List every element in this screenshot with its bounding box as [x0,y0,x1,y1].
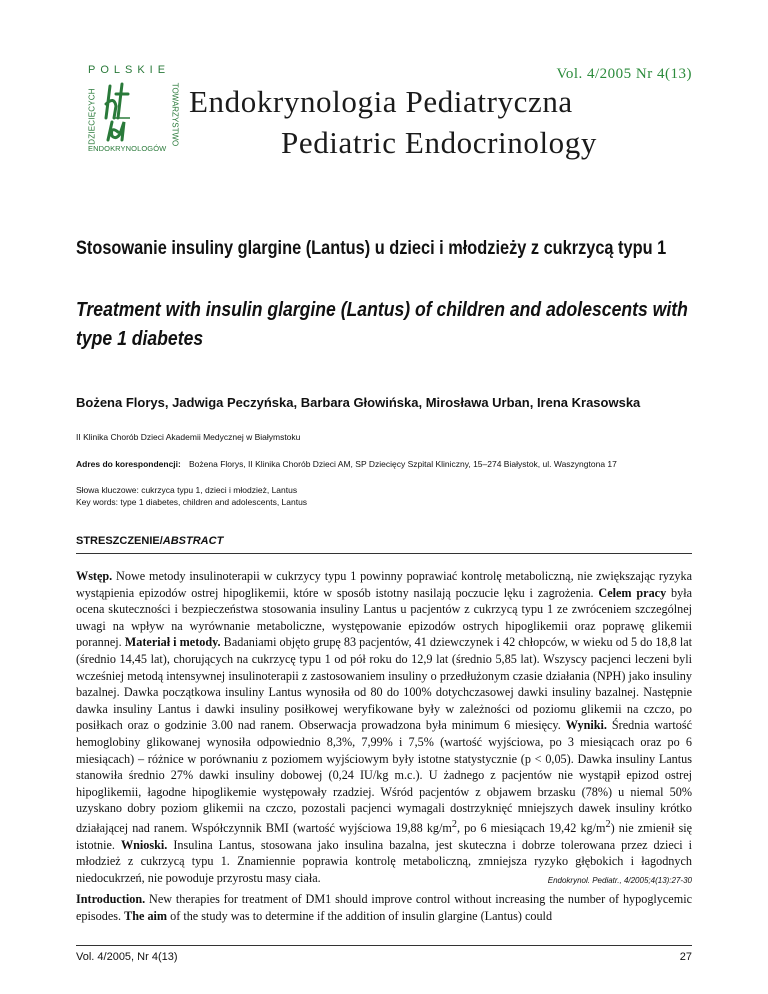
volume-issue: Vol. 4/2005 Nr 4(13) [556,66,692,82]
abstract-en-intro-head: Introduction. [76,892,146,906]
logo-monogram-icon [100,78,156,142]
correspondence-label: Adres do korespondencji: [76,459,181,469]
journal-title-polish: Endokrynologia Pediatryczna [189,84,573,119]
abstract-results-text-3: ) nie zmienił się istotnie. [76,820,692,852]
abstract-aim-text: była ocena skuteczności i bezpieczeństwa stosowania insuliny Lantus u pacjentów z cukrzycą typu 1 ze zwróceniem szczególnej uwagi na wpływ na wyrównanie metaboliczne, występowanie epizodów ostrych hipoglikemii oraz poprawę glikemii porannej. [76,585,693,650]
abstract-results-text-2: , po 6 miesiącach 19,42 kg/m [456,820,606,835]
abstract-methods-head: Materiał i metody. [124,635,221,650]
keywords [76,484,307,508]
abstract-intro-text: Nowe metody insulinoterapii w cukrzycy typu 1 powinny poprawiać kontrolę metaboliczną, nie zwiększając ryzyka wystąpienia epizodów ostrej hipoglikemii, które w sposób istotny nasilają poczucie lęku i zagrożenia. [76,569,692,600]
keywords-english: Key words: type 1 diabetes, children and adolescents, Lantus [76,497,308,507]
abstract-heading-pl: STRESZCZENIE/ [76,535,163,547]
logo-text-right: TOWARZYSTWO [170,82,180,147]
abstract-results-head: Wyniki. [565,718,607,733]
superscript: 2 [605,818,611,830]
correspondence-address: Bożena Florys, II Klinika Chorób Dzieci AM, SP Dziecięcy Szpital Kliniczny, 15–274 Białystok, ul. Waszyngtona 17 [189,459,617,469]
abstract-en-intro-text: New therapies for treatment of DM1 should improve control without increasing the number of hypoglycemic episodes. [76,892,692,923]
divider-bottom [76,945,692,946]
abstract-english [76,891,692,924]
affiliation: II Klinika Chorób Dzieci Akademii Medycznej w Białymstoku [76,432,301,442]
divider-top [76,553,692,554]
journal-title-english: Pediatric Endocrinology [281,125,597,160]
abstract-aim-head: Celem pracy [598,585,667,600]
logo-text-top: POLSKIE [88,64,171,76]
abstract-intro-head: Wstęp. [76,569,113,583]
article-title-english: Treatment with insulin glargine (Lantus) of children and adolescents with type 1 diabetes [76,299,688,350]
abstract-en-aim-text: of the study was to determine if the addition of insulin glargine (Lantus) could [167,908,553,923]
superscript: 2 [451,818,457,830]
abstract-en-aim-head: The aim [124,908,168,923]
logo-text-bottom: ENDOKRYNOLOGÓW [88,144,167,153]
abstract-results-text: Średnia wartość hemoglobiny glikowanej wynosiła odpowiednio 8,3%, 7,99% i 7,5% (wartość wyjściowa, po 3 miesiącach oraz po 6 miesiącach) – różnice w porównaniu z poziomem wyjściowym były istotne statystycznie (p < 0,05). Dawka insuliny Lantus stanowiła średnio 27% dawki insuliny dobowej (0,24 IU/kg m.c.). U żadnego z pacjentów nie wystąpił epizod ostrej hipoglikemii, łagodne hipoglikemie występowały rzadziej. Wśród pacjentów z objawem brzasku (78%) u niemal 50% uzyskano dobry poziom glikemii na czczo, pozostali pacjenci wymagali dostrzyknięć mniejszych dawek insuliny krótko działającej nad ranem. Współczynnik BMI (wartość wyjściowa 19,88 kg/m [76,718,692,835]
abstract-polish [76,568,692,889]
abstract-heading [76,535,223,547]
abstract-methods-text: Badaniami objęto grupę 83 pacjentów, 41 dziewczynek i 42 chłopców, w wieku od 5 do 18,8 lat (średnio 14,45 lat), chorujących na cukrzycę typu 1 od pół roku do 12,9 lat (średnio 5,85 lat). Wszyscy pacjenci leczeni byli wcześniej metodą intensywnej insulinoterapii z zastosowaniem insuliny o przedłużonym czasie działania (NPH) jako insuliny bazalnej. Dawka początkowa insuliny Lantus wynosiła od 80 do 100% dotychczasowej dawki insuliny bazalnej. Następnie dawka insuliny Lantus i dawki insuliny posiłkowej weryfikowane były w zależności od poziomu glikemii na czczo, po posiłkach oraz o godzinie 3.00 nad ranem. Obserwacja prowadzona była minimum 6 miesięcy. [76,635,693,733]
logo-text-left: DZIECIĘCYCH [87,88,97,145]
authors: Bożena Florys, Jadwiga Peczyńska, Barbara Głowińska, Mirosława Urban, Irena Krasowska [76,395,641,410]
page-number: 27 [679,951,692,963]
keywords-polish: Słowa kluczowe: cukrzyca typu 1, dzieci i młodzież, Lantus [76,485,298,495]
journal-logo [86,64,180,162]
abstract-conclusions-text: Insulina Lantus, stosowana jako insulina bazalna, jest skuteczna i dobrze tolerowana przez dzieci i młodzież z cukrzycą typu 1. Znamiennie poprawia kontrolę metaboliczną, zmniejsza ryzyko głębokich i łagodnych niedocukrzeń, nie powoduje przyrostu masy ciała. [76,837,692,885]
citation: Endokrynol. Pediatr., 4/2005;4(13):27-30 [547,875,692,885]
abstract-heading-en: ABSTRACT [162,535,224,547]
abstract-conclusions-head: Wnioski. [120,837,168,852]
article-title-polish: Stosowanie insuliny glargine (Lantus) u dzieci i młodzieży z cukrzycą typu 1 [76,238,667,259]
footer-volume: Vol. 4/2005, Nr 4(13) [76,951,178,963]
